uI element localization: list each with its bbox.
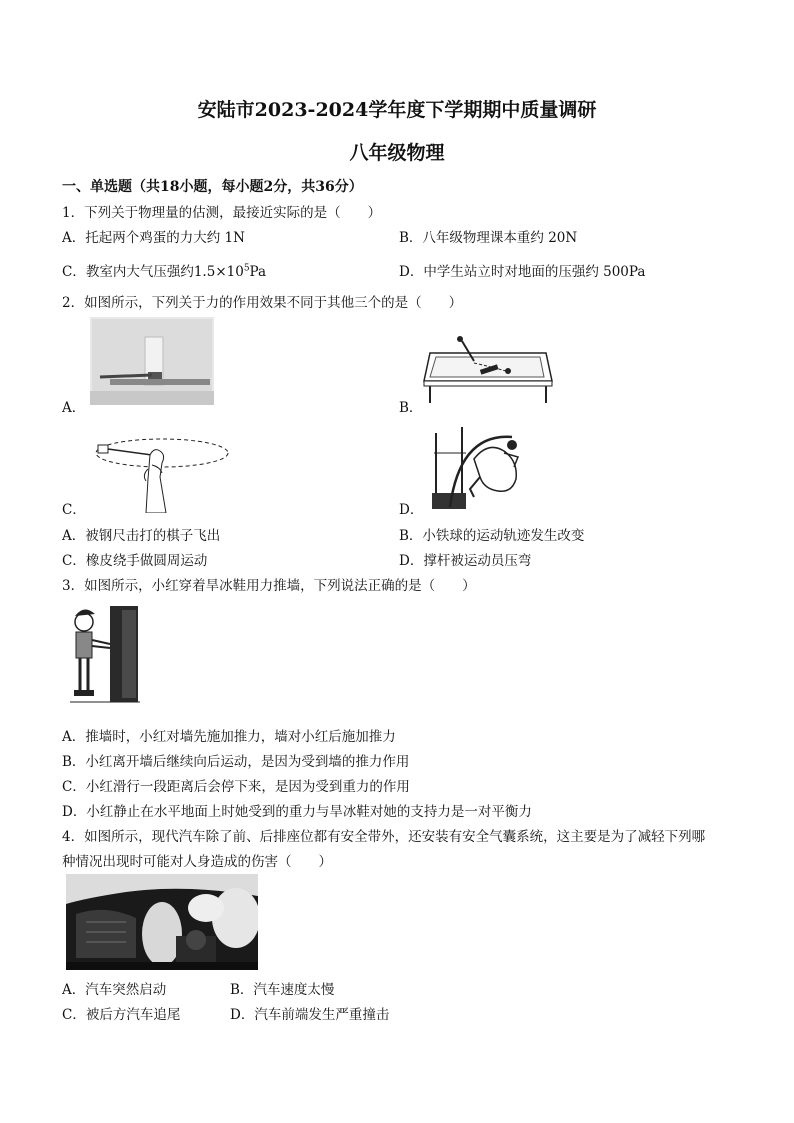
girl-pushing-wall-figure: [64, 600, 144, 708]
q3-option-b: B．小红离开墙后继续向后运动，是因为受到墙的推力作用: [62, 754, 410, 770]
page-subtitle: 八年级物理: [349, 142, 445, 164]
q4-stem-line2: 种情况出现时可能对人身造成的伤害（ ）: [62, 854, 332, 870]
q2-option-c: C．橡皮绕手做圆周运动: [62, 553, 208, 569]
airbag-car-interior-photo: [66, 874, 258, 970]
q1-option-c-text: C．教室内大气压强约: [62, 264, 194, 280]
q2-fig-d-label: D．: [399, 502, 424, 518]
q1-option-c-unit: Pa: [249, 264, 267, 280]
pole-vaulter-figure: [422, 423, 534, 511]
q2-fig-b-label: B．: [399, 400, 423, 416]
q2-option-d: D．撑杆被运动员压弯: [399, 553, 532, 569]
q3-stem: 3．如图所示，小红穿着旱冰鞋用力推墙，下列说法正确的是（ ）: [62, 578, 476, 594]
q1-option-a: A．托起两个鸡蛋的力大约 1N: [62, 230, 245, 246]
q4-option-d: D．汽车前端发生严重撞击: [230, 1007, 390, 1023]
q2-stem: 2．如图所示，下列关于力的作用效果不同于其他三个的是（ ）: [62, 295, 463, 311]
iron-ball-table-figure: [422, 333, 554, 405]
q3-option-c: C．小红滑行一段距离后会停下来，是因为受到重力的作用: [62, 779, 410, 795]
section-heading: 一、单选题（共18小题，每小题2分，共36分）: [62, 179, 363, 195]
q2-fig-a-label: A．: [62, 400, 86, 416]
q4-stem-line1: 4．如图所示，现代汽车除了前、后排座位都有安全带外，还安装有安全气囊系统，这主要是为了减轻下列哪: [62, 829, 706, 845]
q3-option-a: A．推墙时，小红对墙先施加推力，墙对小红后施加推力: [62, 729, 396, 745]
q3-option-d: D．小红静止在水平地面上时她受到的重力与旱冰鞋对她的支持力是一对平衡力: [62, 804, 532, 820]
q1-option-c-number: 1.5×10: [193, 264, 244, 280]
q4-option-c: C．被后方汽车追尾: [62, 1007, 181, 1023]
q1-option-c-exponent: 5: [243, 263, 250, 274]
q2-option-b: B．小铁球的运动轨迹发生改变: [399, 528, 585, 544]
q4-option-a: A．汽车突然启动: [62, 982, 167, 998]
q1-stem: 1．下列关于物理量的估测，最接近实际的是（ ）: [62, 205, 382, 221]
q1-option-d: D．中学生站立时对地面的压强约 500Pa: [399, 264, 646, 280]
page-title: 安陆市2023-2024学年度下学期期中质量调研: [197, 99, 597, 121]
q2-option-a: A．被钢尺击打的棋子飞出: [62, 528, 221, 544]
q4-option-b: B．汽车速度太慢: [230, 982, 335, 998]
q1-option-b: B．八年级物理课本重约 20N: [399, 230, 578, 246]
chess-piece-photo: [90, 317, 214, 405]
eraser-circular-motion-figure: [90, 425, 232, 513]
q1-option-c: [62, 260, 266, 280]
q2-fig-c-label: C．: [62, 502, 86, 518]
